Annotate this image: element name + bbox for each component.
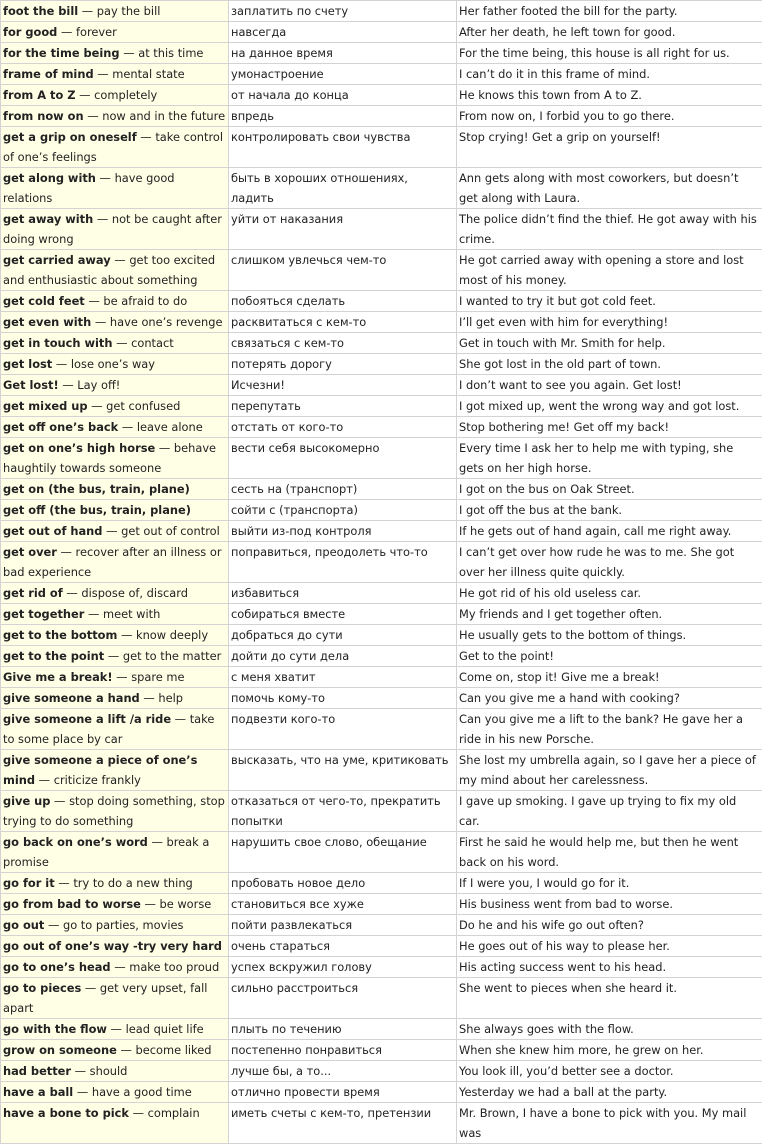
idiom-definition: at this time bbox=[138, 46, 203, 60]
example-sentence: She lost my umbrella again, so I gave her a piece of my mind about her carelessness. bbox=[457, 750, 762, 791]
russian-translation: побояться сделать bbox=[229, 291, 457, 312]
idiom-term: grow on someone bbox=[3, 1043, 117, 1057]
idiom-cell bbox=[1, 894, 229, 915]
idiom-definition: lose one’s way bbox=[71, 357, 155, 371]
idiom-dash: — bbox=[73, 1085, 92, 1099]
russian-translation: потерять дорогу bbox=[229, 354, 457, 375]
russian-translation: от начала до конца bbox=[229, 85, 457, 106]
idiom-term: get a grip on oneself bbox=[3, 130, 137, 144]
idiom-term: have a bone to pick bbox=[3, 1106, 129, 1120]
idiom-term: go back on one’s word bbox=[3, 835, 148, 849]
russian-translation: на данное время bbox=[229, 43, 457, 64]
idiom-cell bbox=[1, 646, 229, 667]
russian-translation: дойти до сути дела bbox=[229, 646, 457, 667]
idiom-cell bbox=[1, 832, 229, 873]
idiom-cell bbox=[1, 250, 229, 291]
idiom-dash: — bbox=[96, 171, 115, 185]
idiom-cell bbox=[1, 936, 229, 957]
russian-translation: навсегда bbox=[229, 22, 457, 43]
russian-translation: сильно расстроиться bbox=[229, 978, 457, 1019]
table-row bbox=[1, 915, 762, 936]
idiom-cell bbox=[1, 438, 229, 479]
idiom-dash: — bbox=[140, 691, 159, 705]
idiom-dash: — bbox=[91, 315, 110, 329]
idiom-dash: — bbox=[137, 130, 156, 144]
idiom-dash: — bbox=[84, 109, 103, 123]
russian-translation: пробовать новое дело bbox=[229, 873, 457, 894]
table-row bbox=[1, 479, 762, 500]
example-sentence: My friends and I get together often. bbox=[457, 604, 762, 625]
russian-translation: подвезти кого-то bbox=[229, 709, 457, 750]
example-sentence: I can’t do it in this frame of mind. bbox=[457, 64, 762, 85]
idiom-cell bbox=[1, 1103, 229, 1144]
russian-translation: иметь счеты с кем-то, претензии bbox=[229, 1103, 457, 1144]
russian-translation: слишком увлечься чем-то bbox=[229, 250, 457, 291]
idiom-cell bbox=[1, 291, 229, 312]
idiom-definition: pay the bill bbox=[97, 4, 161, 18]
example-sentence: He knows this town from A to Z. bbox=[457, 85, 762, 106]
idiom-definition: have good relations bbox=[3, 171, 175, 205]
table-row bbox=[1, 978, 762, 1019]
idiom-cell bbox=[1, 1082, 229, 1103]
example-sentence: Stop crying! Get a grip on yourself! bbox=[457, 127, 762, 168]
table-row bbox=[1, 625, 762, 646]
idiom-cell bbox=[1, 667, 229, 688]
idiom-term: get away with bbox=[3, 212, 93, 226]
idiom-term: go with the flow bbox=[3, 1022, 107, 1036]
idiom-term: foot the bill bbox=[3, 4, 78, 18]
idiom-term: go from bad to worse bbox=[3, 897, 141, 911]
table-row bbox=[1, 312, 762, 333]
table-row bbox=[1, 688, 762, 709]
idiom-definition: forever bbox=[76, 25, 117, 39]
example-sentence: First he said he would help me, but then he went back on his word. bbox=[457, 832, 762, 873]
idiom-dash: — bbox=[52, 357, 71, 371]
table-row bbox=[1, 936, 762, 957]
idiom-term: get on one’s high horse bbox=[3, 441, 155, 455]
table-row bbox=[1, 957, 762, 978]
example-sentence: After her death, he left town for good. bbox=[457, 22, 762, 43]
table-row bbox=[1, 291, 762, 312]
table-row bbox=[1, 583, 762, 604]
idiom-definition: be afraid to do bbox=[103, 294, 187, 308]
russian-translation: выйти из-под контроля bbox=[229, 521, 457, 542]
idiom-cell bbox=[1, 500, 229, 521]
example-sentence: Do he and his wife go out often? bbox=[457, 915, 762, 936]
idiom-definition: Lay off! bbox=[77, 378, 120, 392]
example-sentence: His business went from bad to worse. bbox=[457, 894, 762, 915]
example-sentence: I gave up smoking. I gave up trying to fix my old car. bbox=[457, 791, 762, 832]
idiom-cell bbox=[1, 583, 229, 604]
idiom-dash: — bbox=[148, 835, 167, 849]
idiom-term: get along with bbox=[3, 171, 96, 185]
idiom-term: get off (the bus, train, plane) bbox=[3, 503, 191, 517]
example-sentence: Ann gets along with most coworkers, but doesn’t get along with Laura. bbox=[457, 168, 762, 209]
idiom-term: go out of one’s way -try very hard bbox=[3, 939, 222, 953]
idiom-term: have a ball bbox=[3, 1085, 73, 1099]
idiom-definition: go to parties, movies bbox=[63, 918, 184, 932]
idiom-dash: — bbox=[88, 399, 107, 413]
example-sentence: I got off the bus at the bank. bbox=[457, 500, 762, 521]
table-row bbox=[1, 417, 762, 438]
idiom-dash: — bbox=[85, 294, 104, 308]
example-sentence: You look ill, you’d better see a doctor. bbox=[457, 1061, 762, 1082]
table-row bbox=[1, 106, 762, 127]
idiom-dash: — bbox=[141, 897, 160, 911]
idiom-definition: get out of control bbox=[121, 524, 220, 538]
idiom-definition: help bbox=[158, 691, 183, 705]
idiom-term: get even with bbox=[3, 315, 91, 329]
idiom-definition: get very upset, fall apart bbox=[3, 981, 207, 1015]
idiom-dash: — bbox=[57, 25, 76, 39]
idioms-table-body bbox=[1, 1, 762, 1144]
idiom-term: go out bbox=[3, 918, 44, 932]
russian-translation: сесть на (транспорт) bbox=[229, 479, 457, 500]
example-sentence: I’ll get even with him for everything! bbox=[457, 312, 762, 333]
example-sentence: He usually gets to the bottom of things. bbox=[457, 625, 762, 646]
example-sentence: She always goes with the flow. bbox=[457, 1019, 762, 1040]
table-row bbox=[1, 750, 762, 791]
russian-translation: с меня хватит bbox=[229, 667, 457, 688]
idiom-dash: — bbox=[57, 545, 76, 559]
idiom-definition: break a promise bbox=[3, 835, 209, 869]
example-sentence: The police didn’t find the thief. He got away with his crime. bbox=[457, 209, 762, 250]
idiom-cell bbox=[1, 1040, 229, 1061]
idiom-cell bbox=[1, 354, 229, 375]
idiom-term: from now on bbox=[3, 109, 84, 123]
idiom-dash: — bbox=[35, 773, 54, 787]
idiom-term: get out of hand bbox=[3, 524, 102, 538]
idiom-term: had better bbox=[3, 1064, 71, 1078]
russian-translation: связаться с кем-то bbox=[229, 333, 457, 354]
russian-translation: пойти развлекаться bbox=[229, 915, 457, 936]
russian-translation: отстать от кого-то bbox=[229, 417, 457, 438]
example-sentence: Mr. Brown, I have a bone to pick with you. My mail was bbox=[457, 1103, 762, 1144]
table-row bbox=[1, 1082, 762, 1103]
russian-translation: помочь кому-то bbox=[229, 688, 457, 709]
table-row bbox=[1, 894, 762, 915]
example-sentence: If he gets out of hand again, call me right away. bbox=[457, 521, 762, 542]
idiom-cell bbox=[1, 43, 229, 64]
idiom-term: for good bbox=[3, 25, 57, 39]
russian-translation: плыть по течению bbox=[229, 1019, 457, 1040]
idiom-dash: — bbox=[59, 378, 78, 392]
idiom-definition: get confused bbox=[106, 399, 180, 413]
idiom-term: frame of mind bbox=[3, 67, 94, 81]
russian-translation: сойти с (транспорта) bbox=[229, 500, 457, 521]
table-row bbox=[1, 873, 762, 894]
idiom-term: get to the bottom bbox=[3, 628, 117, 642]
example-sentence: From now on, I forbid you to go there. bbox=[457, 106, 762, 127]
idiom-dash: — bbox=[112, 336, 131, 350]
example-sentence: I wanted to try it but got cold feet. bbox=[457, 291, 762, 312]
table-row bbox=[1, 209, 762, 250]
idiom-term: give someone a hand bbox=[3, 691, 140, 705]
idiom-term: get on (the bus, train, plane) bbox=[3, 482, 190, 496]
example-sentence: Every time I ask her to help me with typing, she gets on her high horse. bbox=[457, 438, 762, 479]
idiom-cell bbox=[1, 209, 229, 250]
example-sentence: For the time being, this house is all right for us. bbox=[457, 43, 762, 64]
table-row bbox=[1, 43, 762, 64]
idiom-cell bbox=[1, 957, 229, 978]
idiom-cell bbox=[1, 709, 229, 750]
idiom-cell bbox=[1, 479, 229, 500]
idiom-dash: — bbox=[63, 586, 82, 600]
russian-translation: быть в хороших отношениях, ладить bbox=[229, 168, 457, 209]
table-row bbox=[1, 832, 762, 873]
table-row bbox=[1, 1, 762, 22]
idiom-cell bbox=[1, 85, 229, 106]
idiom-definition: recover after an illness or bad experience bbox=[3, 545, 222, 579]
idiom-term: for the time being bbox=[3, 46, 120, 60]
idiom-cell bbox=[1, 375, 229, 396]
example-sentence: She went to pieces when she heard it. bbox=[457, 978, 762, 1019]
table-row bbox=[1, 1040, 762, 1061]
table-row bbox=[1, 542, 762, 583]
idiom-term: give up bbox=[3, 794, 50, 808]
idiom-definition: become liked bbox=[136, 1043, 212, 1057]
idiom-cell bbox=[1, 688, 229, 709]
idiom-term: get lost bbox=[3, 357, 52, 371]
table-row bbox=[1, 521, 762, 542]
russian-translation: уйти от наказания bbox=[229, 209, 457, 250]
example-sentence: Stop bothering me! Get off my back! bbox=[457, 417, 762, 438]
idiom-term: get mixed up bbox=[3, 399, 88, 413]
idiom-definition: behave haughtily towards someone bbox=[3, 441, 216, 475]
idiom-cell bbox=[1, 542, 229, 583]
idiom-definition: try to do a new thing bbox=[73, 876, 192, 890]
idiom-cell bbox=[1, 750, 229, 791]
russian-translation: нарушить свое слово, обещание bbox=[229, 832, 457, 873]
idiom-definition: not be caught after doing wrong bbox=[3, 212, 222, 246]
example-sentence: He goes out of his way to please her. bbox=[457, 936, 762, 957]
idiom-dash: — bbox=[118, 420, 137, 434]
russian-translation: вести себя высокомерно bbox=[229, 438, 457, 479]
russian-translation: лучше бы, а то... bbox=[229, 1061, 457, 1082]
table-row bbox=[1, 709, 762, 750]
idiom-dash: — bbox=[55, 876, 74, 890]
table-row bbox=[1, 438, 762, 479]
table-row bbox=[1, 667, 762, 688]
idiom-definition: contact bbox=[131, 336, 174, 350]
idiom-dash: — bbox=[113, 670, 132, 684]
example-sentence: If I were you, I would go for it. bbox=[457, 873, 762, 894]
example-sentence: When she knew him more, he grew on her. bbox=[457, 1040, 762, 1061]
idiom-definition: have one’s revenge bbox=[110, 315, 223, 329]
idiom-term: give someone a lift /a ride bbox=[3, 712, 171, 726]
example-sentence: Her father footed the bill for the party. bbox=[457, 1, 762, 22]
idiom-definition: get too excited and enthusiastic about something bbox=[3, 253, 215, 287]
idiom-definition: should bbox=[90, 1064, 128, 1078]
idiom-cell bbox=[1, 1019, 229, 1040]
idiom-cell bbox=[1, 978, 229, 1019]
idiom-dash: — bbox=[71, 1064, 90, 1078]
idiom-cell bbox=[1, 791, 229, 832]
idiom-term: from A to Z bbox=[3, 88, 76, 102]
idiom-cell bbox=[1, 106, 229, 127]
russian-translation: перепутать bbox=[229, 396, 457, 417]
example-sentence: Get in touch with Mr. Smith for help. bbox=[457, 333, 762, 354]
idiom-dash: — bbox=[76, 88, 95, 102]
example-sentence: Get to the point! bbox=[457, 646, 762, 667]
example-sentence: She got lost in the old part of town. bbox=[457, 354, 762, 375]
russian-translation: умонастроение bbox=[229, 64, 457, 85]
idiom-definition: take control of one’s feelings bbox=[3, 130, 223, 164]
idiom-definition: dispose of, discard bbox=[81, 586, 188, 600]
russian-translation: очень стараться bbox=[229, 936, 457, 957]
russian-translation: впредь bbox=[229, 106, 457, 127]
russian-translation: расквитаться с кем-то bbox=[229, 312, 457, 333]
table-row bbox=[1, 127, 762, 168]
table-row bbox=[1, 1019, 762, 1040]
idiom-term: Get lost! bbox=[3, 378, 59, 392]
russian-translation: отказаться от чего-то, прекратить попытки bbox=[229, 791, 457, 832]
idiom-cell bbox=[1, 521, 229, 542]
idiom-definition: make too proud bbox=[129, 960, 219, 974]
idiom-dash: — bbox=[171, 712, 190, 726]
russian-translation: заплатить по счету bbox=[229, 1, 457, 22]
table-row bbox=[1, 396, 762, 417]
russian-translation: собираться вместе bbox=[229, 604, 457, 625]
idiom-dash: — bbox=[107, 1022, 126, 1036]
table-row bbox=[1, 22, 762, 43]
idiom-cell bbox=[1, 873, 229, 894]
idiom-definition: completely bbox=[94, 88, 157, 102]
russian-translation: успех вскружил голову bbox=[229, 957, 457, 978]
table-row bbox=[1, 375, 762, 396]
idiom-definition: get to the matter bbox=[123, 649, 221, 663]
idiom-term: get over bbox=[3, 545, 57, 559]
idiom-cell bbox=[1, 604, 229, 625]
idiom-dash: — bbox=[50, 794, 69, 808]
idiom-dash: — bbox=[84, 607, 103, 621]
idiom-definition: mental state bbox=[112, 67, 184, 81]
idiom-dash: — bbox=[129, 1106, 148, 1120]
idiom-definition: criticize frankly bbox=[54, 773, 141, 787]
russian-translation: поправиться, преодолеть что-то bbox=[229, 542, 457, 583]
example-sentence: Can you give me a lift to the bank? He gave her a ride in his new Porsche. bbox=[457, 709, 762, 750]
idiom-term: Give me a break! bbox=[3, 670, 113, 684]
idiom-dash: — bbox=[111, 253, 130, 267]
idiom-dash: — bbox=[117, 1043, 136, 1057]
example-sentence: I got on the bus on Oak Street. bbox=[457, 479, 762, 500]
idiom-dash: — bbox=[94, 67, 113, 81]
russian-translation: отлично провести время bbox=[229, 1082, 457, 1103]
idiom-definition: meet with bbox=[103, 607, 160, 621]
table-row bbox=[1, 250, 762, 291]
idiom-dash: — bbox=[104, 649, 123, 663]
idiom-cell bbox=[1, 1, 229, 22]
idiom-definition: now and in the future bbox=[102, 109, 225, 123]
russian-translation: контролировать свои чувства bbox=[229, 127, 457, 168]
table-row bbox=[1, 354, 762, 375]
idiom-definition: take to some place by car bbox=[3, 712, 214, 746]
table-row bbox=[1, 1103, 762, 1144]
idiom-dash: — bbox=[117, 628, 136, 642]
idiom-cell bbox=[1, 22, 229, 43]
idiom-definition: lead quiet life bbox=[126, 1022, 204, 1036]
idiom-dash: — bbox=[78, 4, 97, 18]
idiom-definition: complain bbox=[148, 1106, 200, 1120]
idiom-term: get cold feet bbox=[3, 294, 85, 308]
example-sentence: His acting success went to his head. bbox=[457, 957, 762, 978]
idiom-dash: — bbox=[155, 441, 174, 455]
table-row bbox=[1, 646, 762, 667]
idiom-dash: — bbox=[111, 960, 130, 974]
table-row bbox=[1, 333, 762, 354]
table-row bbox=[1, 791, 762, 832]
example-sentence: I got mixed up, went the wrong way and got lost. bbox=[457, 396, 762, 417]
idiom-cell bbox=[1, 312, 229, 333]
russian-translation: постепенно понравиться bbox=[229, 1040, 457, 1061]
idiom-cell bbox=[1, 625, 229, 646]
idiom-definition: leave alone bbox=[137, 420, 203, 434]
idiom-term: go for it bbox=[3, 876, 55, 890]
example-sentence: He got carried away with opening a store and lost most of his money. bbox=[457, 250, 762, 291]
idiom-dash: — bbox=[102, 524, 121, 538]
idiom-term: get in touch with bbox=[3, 336, 112, 350]
example-sentence: Yesterday we had a ball at the party. bbox=[457, 1082, 762, 1103]
idiom-cell bbox=[1, 168, 229, 209]
table-row bbox=[1, 168, 762, 209]
idiom-dash: — bbox=[44, 918, 63, 932]
idiom-cell bbox=[1, 915, 229, 936]
idiom-term: give someone a piece of one’s mind bbox=[3, 753, 197, 787]
example-sentence: Can you give me a hand with cooking? bbox=[457, 688, 762, 709]
idiom-cell bbox=[1, 417, 229, 438]
idiom-definition: have a good time bbox=[92, 1085, 192, 1099]
idiom-cell bbox=[1, 127, 229, 168]
idiom-cell bbox=[1, 64, 229, 85]
table-row bbox=[1, 604, 762, 625]
russian-translation: добраться до сути bbox=[229, 625, 457, 646]
example-sentence: He got rid of his old useless car. bbox=[457, 583, 762, 604]
idiom-definition: know deeply bbox=[136, 628, 208, 642]
idiom-dash: — bbox=[120, 46, 139, 60]
idiom-term: go to pieces bbox=[3, 981, 81, 995]
idiom-dash: — bbox=[81, 981, 100, 995]
table-row bbox=[1, 64, 762, 85]
idiom-cell bbox=[1, 1061, 229, 1082]
example-sentence: Come on, stop it! Give me a break! bbox=[457, 667, 762, 688]
idiom-definition: be worse bbox=[160, 897, 212, 911]
russian-translation: высказать, что на уме, критиковать bbox=[229, 750, 457, 791]
table-row bbox=[1, 1061, 762, 1082]
idiom-cell bbox=[1, 396, 229, 417]
idiom-term: get to the point bbox=[3, 649, 104, 663]
idiom-definition: stop doing something, stop trying to do something bbox=[3, 794, 225, 828]
russian-translation: становиться все хуже bbox=[229, 894, 457, 915]
table-row bbox=[1, 85, 762, 106]
idiom-definition: spare me bbox=[131, 670, 184, 684]
idiom-term: get together bbox=[3, 607, 84, 621]
table-row bbox=[1, 500, 762, 521]
idiom-term: get off one’s back bbox=[3, 420, 118, 434]
idiom-term: go to one’s head bbox=[3, 960, 111, 974]
example-sentence: I don’t want to see you again. Get lost! bbox=[457, 375, 762, 396]
russian-translation: Исчезни! bbox=[229, 375, 457, 396]
russian-translation: избавиться bbox=[229, 583, 457, 604]
idiom-term: get carried away bbox=[3, 253, 111, 267]
idiom-cell bbox=[1, 333, 229, 354]
idiom-dash: — bbox=[93, 212, 112, 226]
example-sentence: I can’t get over how rude he was to me. She got over her illness quite quickly. bbox=[457, 542, 762, 583]
idiom-term: get rid of bbox=[3, 586, 63, 600]
